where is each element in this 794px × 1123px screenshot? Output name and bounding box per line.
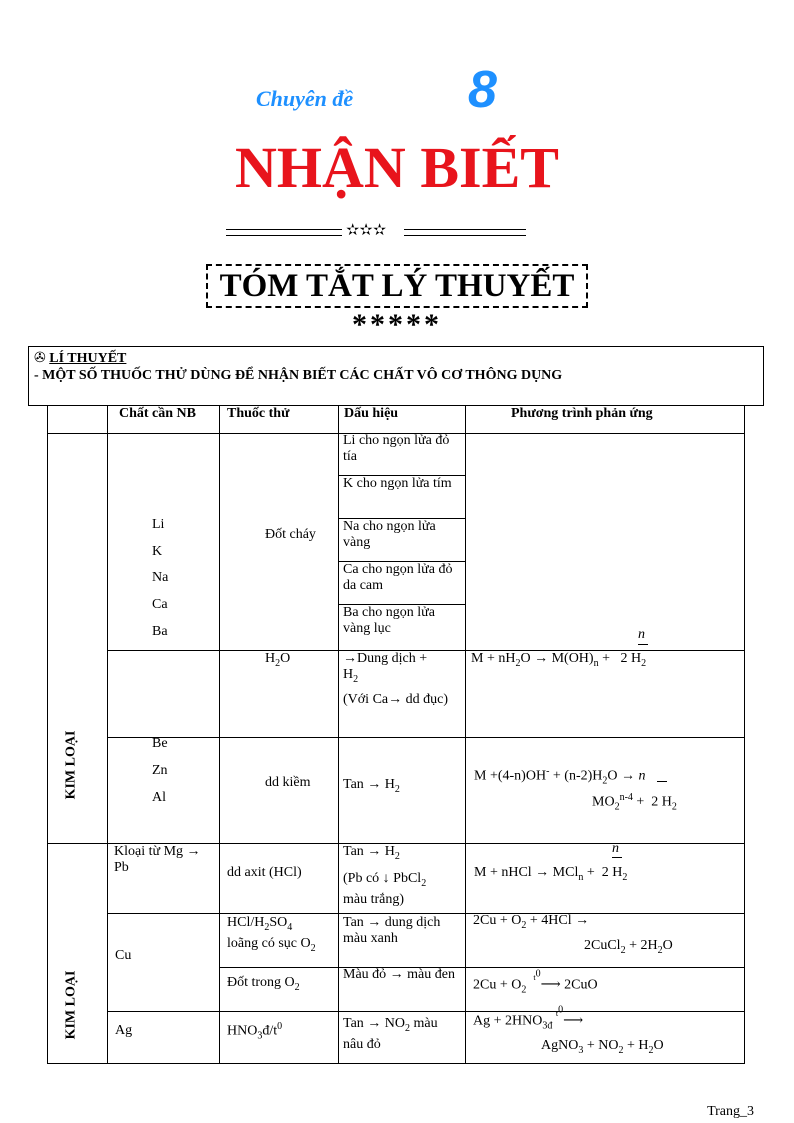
metal-mg-pb: Kloại từ Mg → Pb — [114, 844, 201, 875]
eq-ag-1: $Ag + 2HNO_{3đ}$ $^{t^0}$⟶ — [473, 1004, 584, 1032]
reagent-table — [47, 405, 745, 1065]
stars-divider: ***** — [352, 308, 442, 341]
header-equation: Phương trình phản ứng — [511, 406, 653, 421]
eq-frac-n: n — [638, 627, 645, 642]
flame-li: Li cho ngọn lửa đỏ tía — [343, 433, 450, 464]
sign-acid: Tan → $H_2$ — [343, 844, 400, 862]
eq-cu-2: $2Cu + O_2$ $^{t^0}$⟶ 2CuO — [473, 968, 598, 996]
eq-cu-1a: $2Cu + O_2 + 4HCl$ → — [473, 913, 590, 931]
eq-alkali-2: $MO_2^{n-4} + 2$ $H_2$ — [592, 792, 677, 813]
theory-heading — [34, 350, 126, 367]
page-number: Trang_3 — [707, 1104, 754, 1119]
sign-cu-1: Tan → dung dịch màu xanh — [343, 915, 441, 946]
flower-icon: ✇ — [34, 350, 46, 366]
metal-cu: Cu — [115, 948, 132, 963]
metal-ag: Ag — [115, 1023, 133, 1038]
eq-cu-1b: 2CuCl$_2$ + $2H_2O$ — [584, 938, 673, 956]
group-label-2: KIM LOẠI — [63, 970, 79, 1040]
header-substance: Chất cần NB — [119, 406, 197, 421]
metal-al: Al — [152, 790, 166, 805]
divider-left — [226, 229, 342, 236]
eq-acid: M + nHCl → MCl$_n$ + 2 $H_2$ — [474, 865, 628, 883]
header-sign: Dấu hiệu — [344, 406, 399, 421]
metal-zn: Zn — [152, 763, 168, 778]
flame-k: K cho ngọn lửa tím — [343, 476, 452, 491]
ornament: ✫✫✫ — [346, 220, 387, 239]
eq-acid-n: n — [612, 841, 619, 856]
sign-alkali: Tan → $H_2$ — [343, 777, 400, 795]
theory-heading-text: LÍ THUYẾT — [49, 351, 127, 366]
reagent-alkali: dd kiềm — [265, 775, 311, 790]
reagent-ag: $HNO_3đ/t^0$ — [227, 1021, 283, 1042]
sign-water-ca: (Với Ca→ dd đục) — [343, 692, 448, 707]
flame-na: Na cho ngọn lửa vàng — [343, 519, 436, 550]
metal-li: Li — [152, 517, 165, 532]
eq-ag-2: AgNO$_3$ + $NO_2 + H_2O$ — [541, 1038, 664, 1056]
metal-ca: Ca — [152, 597, 168, 612]
theory-line: - MỘT SỐ THUỐC THỬ DÙNG ĐỂ NHẬN BIẾT CÁC CHẤT VÔ CƠ THÔNG DỤNG — [34, 368, 563, 383]
eq-water: $M + nH_2O \to M(OH)_n + 2$ $H_2$ — [471, 651, 647, 669]
reagent-acid: dd axit (HCl) — [227, 865, 302, 880]
metal-na: Na — [152, 570, 169, 585]
flame-ba: Ba cho ngọn lửa vàng lục — [343, 605, 435, 636]
sign-ag: Tan → $NO_2$ màu nâu đỏ — [343, 1016, 438, 1052]
chuyen-de-label: Chuyên đề — [256, 86, 354, 111]
topic-number: 8 — [468, 61, 497, 119]
group-label-1: KIM LOẠI — [63, 730, 79, 800]
reagent-water: $H_2O$ — [265, 651, 291, 669]
theory-box — [28, 346, 764, 406]
reagent-cu-1: HCl/$H_2SO_4$ loãng có sục $O_2$ — [227, 915, 316, 954]
eq-alkali-1: $M +(4-n)OH^- + (n-2)H_2O \to n$ — [474, 766, 646, 787]
metal-k: K — [152, 544, 163, 559]
sign-cu-2: Màu đỏ → màu đen — [343, 967, 455, 982]
metal-be: Be — [152, 736, 168, 751]
reagent-cu-2: Đốt trong $O_2$ — [227, 975, 300, 993]
reagent-burn: Đốt cháy — [265, 527, 316, 542]
page-title: NHẬN BIẾT — [235, 135, 559, 200]
header-reagent: Thuốc thử — [227, 406, 290, 421]
sign-water: →Dung dịch + $H_2$ — [343, 651, 428, 685]
metal-ba: Ba — [152, 624, 168, 639]
summary-title: TÓM TẮT LÝ THUYẾT — [206, 264, 588, 308]
sign-pb: (Pb có ↓ PbCl$_2$ màu trắng) — [343, 871, 427, 907]
divider-right — [404, 229, 526, 236]
flame-ca: Ca cho ngọn lửa đỏ da cam — [343, 562, 453, 593]
